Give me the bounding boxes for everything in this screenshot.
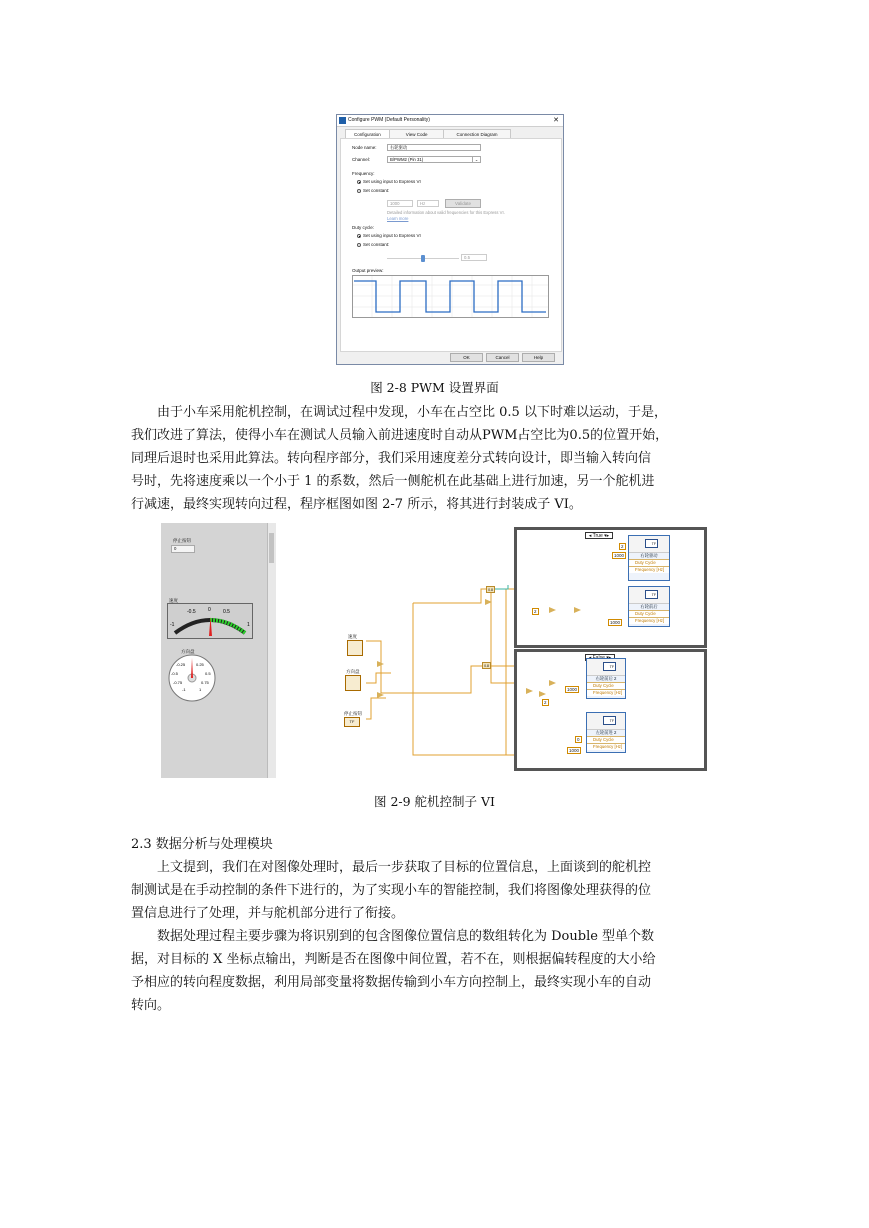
pwm-node-tag: TF — [645, 539, 658, 548]
paragraph-2 — [131, 856, 739, 925]
add-node[interactable] — [485, 599, 492, 605]
case-true-label: True — [592, 533, 603, 539]
pwm-node-icon — [629, 536, 669, 553]
multiply-node[interactable]: 0.8 — [486, 586, 495, 593]
pwm-node-tag: TF — [645, 590, 658, 599]
constant-1000[interactable]: 1000 — [610, 620, 621, 625]
case-structure-true — [514, 527, 707, 648]
duty-cycle-pin: Duty Cycle — [629, 610, 669, 617]
pwm-node-right-forward-2[interactable] — [586, 658, 626, 699]
multiply-node[interactable]: 0.8 — [482, 662, 491, 669]
frequency-pin: Frequency [Hz] — [587, 743, 625, 750]
para1-line: 同理后退时也采用此算法。转向程序部分，我们采用速度差分式转向设计，即当输入转向信 — [131, 451, 652, 466]
speed-tick-label: 1 — [247, 622, 250, 628]
chevron-down-icon[interactable]: ⌄ — [472, 157, 480, 162]
stop-control-label: 停止按钮 — [173, 538, 191, 543]
node-name-field[interactable]: 右轮驱动 — [387, 144, 481, 151]
stop-terminal-label: 停止按钮 — [344, 711, 362, 716]
pwm-node-icon — [587, 713, 625, 730]
speed-tick-label: 0 — [208, 607, 211, 613]
pwm-node-name: 右轮前后 — [640, 604, 658, 609]
duty-opt1-label: Set using input to Express VI — [363, 233, 421, 238]
speed-tick-label: -1 — [170, 622, 175, 628]
para3-line: 予相应的转向程度数据，利用局部变量将数据传输到小车方向控制上，最终实现小车的自动 — [131, 975, 652, 990]
para2-line: 置信息进行了处理，并与舵机部分进行了衔接。 — [131, 906, 405, 921]
stop-control-value: 0 — [174, 546, 177, 551]
direction-terminal-label: 方向盘 — [346, 669, 360, 674]
multiply-node[interactable] — [526, 688, 533, 694]
dialog-titlebar — [337, 115, 563, 127]
para3-line: 数据处理过程主要步骤为将识别到的包含图像位置信息的数组转化为 Double 型单个数 — [157, 929, 655, 944]
dir-tick-label: -1 — [182, 687, 186, 692]
add-node[interactable] — [549, 607, 556, 613]
labview-app-icon — [339, 117, 346, 124]
speed-terminal[interactable] — [347, 640, 363, 656]
frequency-pin: Frequency [Hz] — [629, 566, 669, 573]
para1-line: 由于小车采用舵机控制，在调试过程中发现，小车在占空比 0.5 以下时难以运动，于是， — [157, 405, 667, 420]
speed-tick-label: 0.5 — [223, 609, 230, 615]
duty-opt2-label: Set constant: — [363, 242, 390, 247]
constant-1000[interactable]: 1000 — [569, 748, 580, 753]
add-node[interactable] — [549, 680, 556, 686]
duty-cycle-pin: Duty Cycle — [587, 736, 625, 743]
cancel-button[interactable]: Cancel — [486, 353, 519, 362]
constant-1000[interactable]: 1000 — [614, 553, 625, 558]
freq-unit-select[interactable] — [417, 200, 439, 207]
dir-tick-label: -0.25 — [176, 662, 186, 667]
learn-more-link[interactable]: Learn more — [387, 216, 409, 221]
speed-tick-label: -0.5 — [187, 609, 196, 615]
pwm-node-right-drive[interactable] — [628, 535, 670, 581]
constant-1000[interactable]: 1000 — [567, 687, 578, 692]
freq-radio-express[interactable] — [357, 179, 421, 185]
front-panel — [161, 523, 276, 778]
dir-tick-label: -0.75 — [173, 680, 183, 685]
speed-meter — [167, 603, 253, 639]
freq-opt2-label: Set constant: — [363, 188, 390, 193]
dir-tick-label: -0.5 — [171, 671, 178, 676]
dialog-title: Configure PWM (Default Personality) — [348, 117, 430, 123]
scrollbar-thumb[interactable] — [269, 533, 274, 563]
direction-dial-label: 方向盘 — [181, 649, 195, 654]
duty-radio-constant[interactable] — [357, 242, 389, 248]
para3-line: 据，对目标的 X 坐标点输出，判断是否在图像中间位置，若不在，则根据偏转程度的大小给 — [131, 952, 656, 967]
tab-configuration[interactable]: Configuration — [345, 129, 390, 138]
output-preview-chart — [352, 275, 549, 318]
freq-radio-constant[interactable] — [357, 188, 389, 194]
pwm-node-right-forward[interactable] — [628, 586, 670, 627]
duty-cycle-pin: Duty Cycle — [587, 682, 625, 689]
stop-control[interactable] — [171, 545, 195, 553]
pwm-node-icon — [629, 587, 669, 604]
para1-line: 行减速，最终实现转向过程，程序框图如图 2-7 所示，将其进行封装成子 VI。 — [131, 497, 582, 512]
output-preview-label: Output preview: — [352, 268, 384, 273]
para3-line: 转向。 — [131, 998, 171, 1013]
pwm-node-tag: TF — [603, 716, 616, 725]
figure-caption-2-8: 图 2-8 PWM 设置界面 — [370, 380, 499, 395]
radio-icon — [357, 243, 361, 247]
subtract-node[interactable] — [574, 607, 581, 613]
tab-view-code[interactable]: View Code — [389, 129, 445, 138]
subtract-node[interactable] — [377, 692, 384, 698]
freq-opt1-label: Set using input to Express VI — [363, 179, 421, 184]
pwm-node-name: 右轮前后 2 — [595, 676, 617, 681]
para1-line: 号时，先将速度乘以一个小于 1 的系数，然后一侧舵机在此基础上进行加速，另一个舵机进 — [131, 474, 655, 489]
duty-slider-thumb[interactable] — [421, 255, 425, 262]
constant-0[interactable]: 0 — [577, 737, 580, 742]
pwm-node-tag: TF — [603, 662, 616, 671]
constant-2[interactable]: 2 — [621, 544, 624, 549]
constant-2[interactable]: 2 — [534, 609, 537, 614]
speed-meter-label: 速度 — [169, 598, 178, 603]
freq-constant-field[interactable]: 1000 — [387, 200, 413, 207]
para2-line: 制测试是在手动控制的条件下进行的，为了实现小车的智能控制，我们将图像处理获得的位 — [131, 883, 652, 898]
radio-selected-icon — [357, 180, 361, 184]
dir-tick-label: 0.5 — [205, 671, 211, 676]
figure-caption-2-9: 图 2-9 舵机控制子 VI — [373, 794, 495, 809]
duty-cycle-label: Duty cycle: — [352, 225, 375, 230]
duty-slider-track[interactable] — [387, 258, 459, 259]
stop-terminal[interactable]: TF — [344, 717, 360, 727]
add-node[interactable] — [377, 661, 384, 667]
freq-unit-value: Hz — [420, 201, 426, 206]
close-icon[interactable]: ✕ — [553, 117, 559, 124]
duty-constant-field[interactable]: 0.5 — [461, 254, 487, 261]
para1-line: 我们改进了算法，使得小车在测试人员输入前进速度时自动从PWM占空比为0.5的位置开始， — [131, 428, 669, 443]
duty-cycle-pin: Duty Cycle — [629, 559, 669, 566]
speed-terminal-label: 速度 — [348, 634, 357, 639]
dir-tick-label: 0.75 — [201, 680, 209, 685]
channel-value: B/PWM2 (Pin 31) — [390, 157, 424, 162]
configure-pwm-dialog — [336, 114, 564, 365]
para2-line: 上文提到，我们在对图像处理时，最后一步获取了目标的位置信息，上面谈到的舵机控 — [157, 860, 652, 875]
radio-icon — [357, 189, 361, 193]
pwm-node-icon — [587, 659, 625, 676]
constant-2[interactable]: 2 — [544, 700, 547, 705]
dir-tick-label: 0.25 — [196, 662, 204, 667]
node-name-label: Node name: — [352, 145, 377, 150]
case-selector-true[interactable]: ◂ True ▾▸ — [585, 532, 613, 539]
channel-label: Channel: — [352, 157, 371, 162]
servo-subvi-figure — [161, 523, 707, 778]
dialog-tabs — [345, 129, 510, 138]
help-button[interactable]: Help — [522, 353, 555, 362]
pwm-node-left-forward-2[interactable] — [586, 712, 626, 753]
duty-radio-express[interactable] — [357, 233, 421, 239]
validate-button[interactable]: Validate — [445, 199, 481, 208]
frequency-label: Frequency: — [352, 171, 375, 176]
add-node[interactable] — [539, 691, 546, 697]
direction-terminal[interactable] — [345, 675, 361, 691]
freq-info-text: Detailed information about valid frequencies for this Express VI. — [387, 210, 505, 215]
front-panel-scrollbar[interactable] — [267, 523, 276, 778]
tab-connection-diagram[interactable]: Connection Diagram — [443, 129, 510, 138]
section-heading-2-3: 2.3 数据分析与处理模块 — [131, 837, 273, 852]
frequency-pin: Frequency [Hz] — [629, 617, 669, 624]
channel-select[interactable] — [387, 156, 481, 163]
paragraph-3 — [131, 925, 739, 1017]
ok-button[interactable]: OK — [450, 353, 483, 362]
dir-tick-label: 1 — [199, 687, 202, 692]
paragraph-1 — [131, 401, 739, 516]
pwm-node-name: 左轮前进 2 — [595, 730, 617, 735]
frequency-pin: Frequency [Hz] — [587, 689, 625, 696]
radio-selected-icon — [357, 234, 361, 238]
direction-dial[interactable] — [167, 653, 217, 703]
pwm-node-name: 右轮驱动 — [640, 553, 658, 558]
